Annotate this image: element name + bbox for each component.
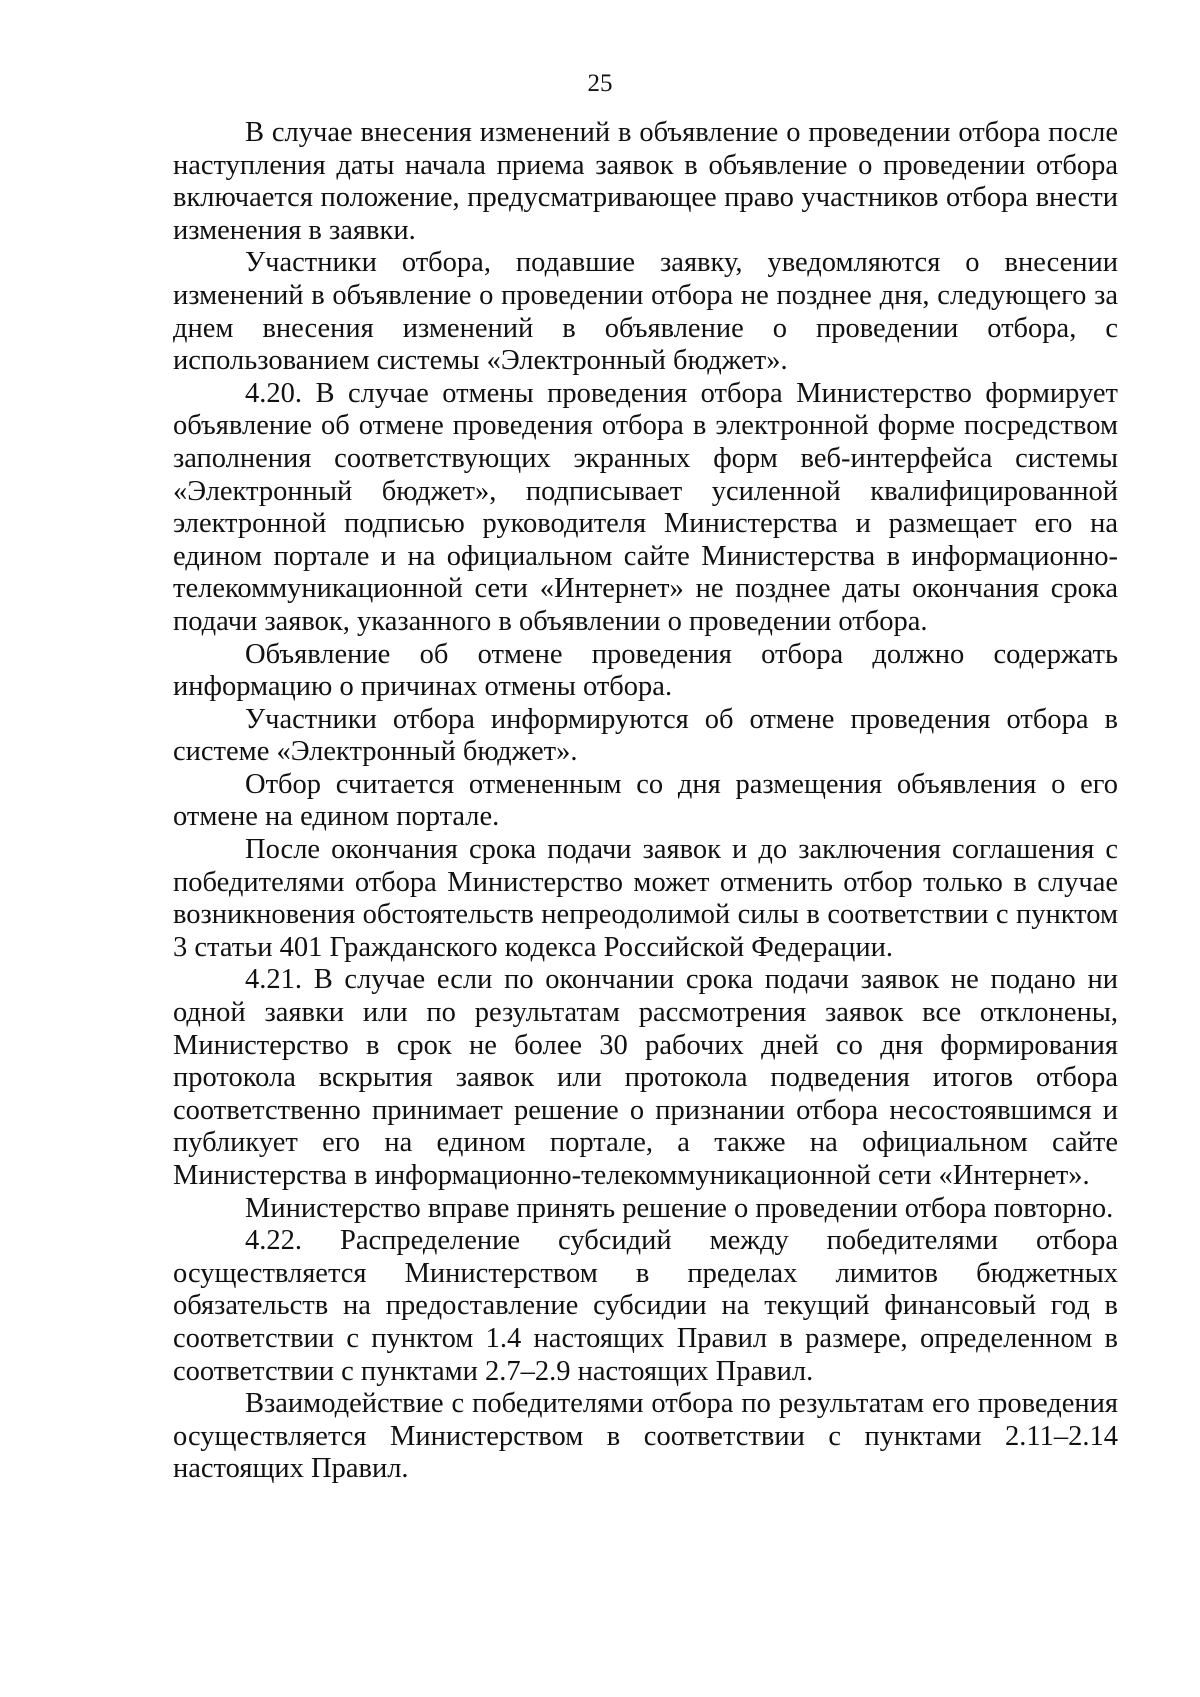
document-body xyxy=(173,117,1118,1486)
paragraph-repeat-selection: Министерство вправе принять решение о проведении отбора повторно. xyxy=(245,1192,1114,1224)
paragraph-cancellation-reasons: Объявление об отмене проведения отбора должно содержать информацию о причинах отмены отбора. xyxy=(173,638,1118,703)
paragraph-cancellation-effective: Отбор считается отмененным со дня размещения объявления о его отмене на едином портале. xyxy=(173,768,1118,833)
paragraph-participant-notification: Участники отбора, подавшие заявку, уведомляются о внесении изменений в объявление о проведении отбора не позднее дня, следующего за днем внесения изменений в объявление о проведении отбора, с использованием системы «Электронный бюджет». xyxy=(173,247,1118,377)
page-number: 25 xyxy=(587,70,613,97)
paragraph-4-21-failed-selection: 4.21. В случае если по окончании срока подачи заявок не подано ни одной заявки или по результатам рассмотрения заявок все отклонены, Министерство в срок не более 30 рабочих дней со дня формирования протокола вскрытия заявок или протокола подведения итогов отбора соответственно принимает решение о признании отбора несостоявшимся и публикует его на едином портале, а также на официальном сайте Министерства в информационно-телекоммуникационной сети «Интернет». xyxy=(173,964,1118,1191)
paragraph-participants-informed: Участники отбора информируются об отмене проведения отбора в системе «Электронный бюджет». xyxy=(173,703,1118,768)
paragraph-4-20-cancellation: 4.20. В случае отмены проведения отбора Министерство формирует объявление об отмене проведения отбора в электронной форме посредством заполнения соответствующих экранных форм веб-интерфейса системы «Электронный бюджет», подписывает усиленной квалифицированной электронной подписью руководителя Министерства и размещает его на едином портале и на официальном сайте Министерства в информационно-телекоммуникационной сети «Интернет» не позднее даты окончания срока подачи заявок, указанного в объявлении о проведении отбора. xyxy=(173,377,1118,637)
paragraph-4-22-distribution: 4.22. Распределение субсидий между победителями отбора осуществляется Министерством в пределах лимитов бюджетных обязательств на предоставление субсидии на текущий финансовый год в соответствии с пунктом 1.4 настоящих Правил в размере, определенном в соответствии с пунктами 2.7–2.9 настоящих Правил. xyxy=(173,1225,1118,1387)
paragraph-force-majeure: После окончания срока подачи заявок и до заключения соглашения с победителями отбора Министерство может отменить отбор только в случае возникновения обстоятельств непреодолимой силы в соответствии с пунктом 3 статьи 401 Гражданского кодекса Российской Федерации. xyxy=(173,834,1118,963)
paragraph-amendments-after-start: В случае внесения изменений в объявление о проведении отбора после наступления даты начала приема заявок в объявление о проведении отбора включается положение, предусматривающее право участников отбора внести изменения в заявки. xyxy=(173,117,1118,246)
paragraph-winner-interaction: Взаимодействие с победителями отбора по результатам его проведения осуществляется Министерством в соответствии с пунктами 2.11–2.14 настоящих Правил. xyxy=(173,1388,1118,1485)
